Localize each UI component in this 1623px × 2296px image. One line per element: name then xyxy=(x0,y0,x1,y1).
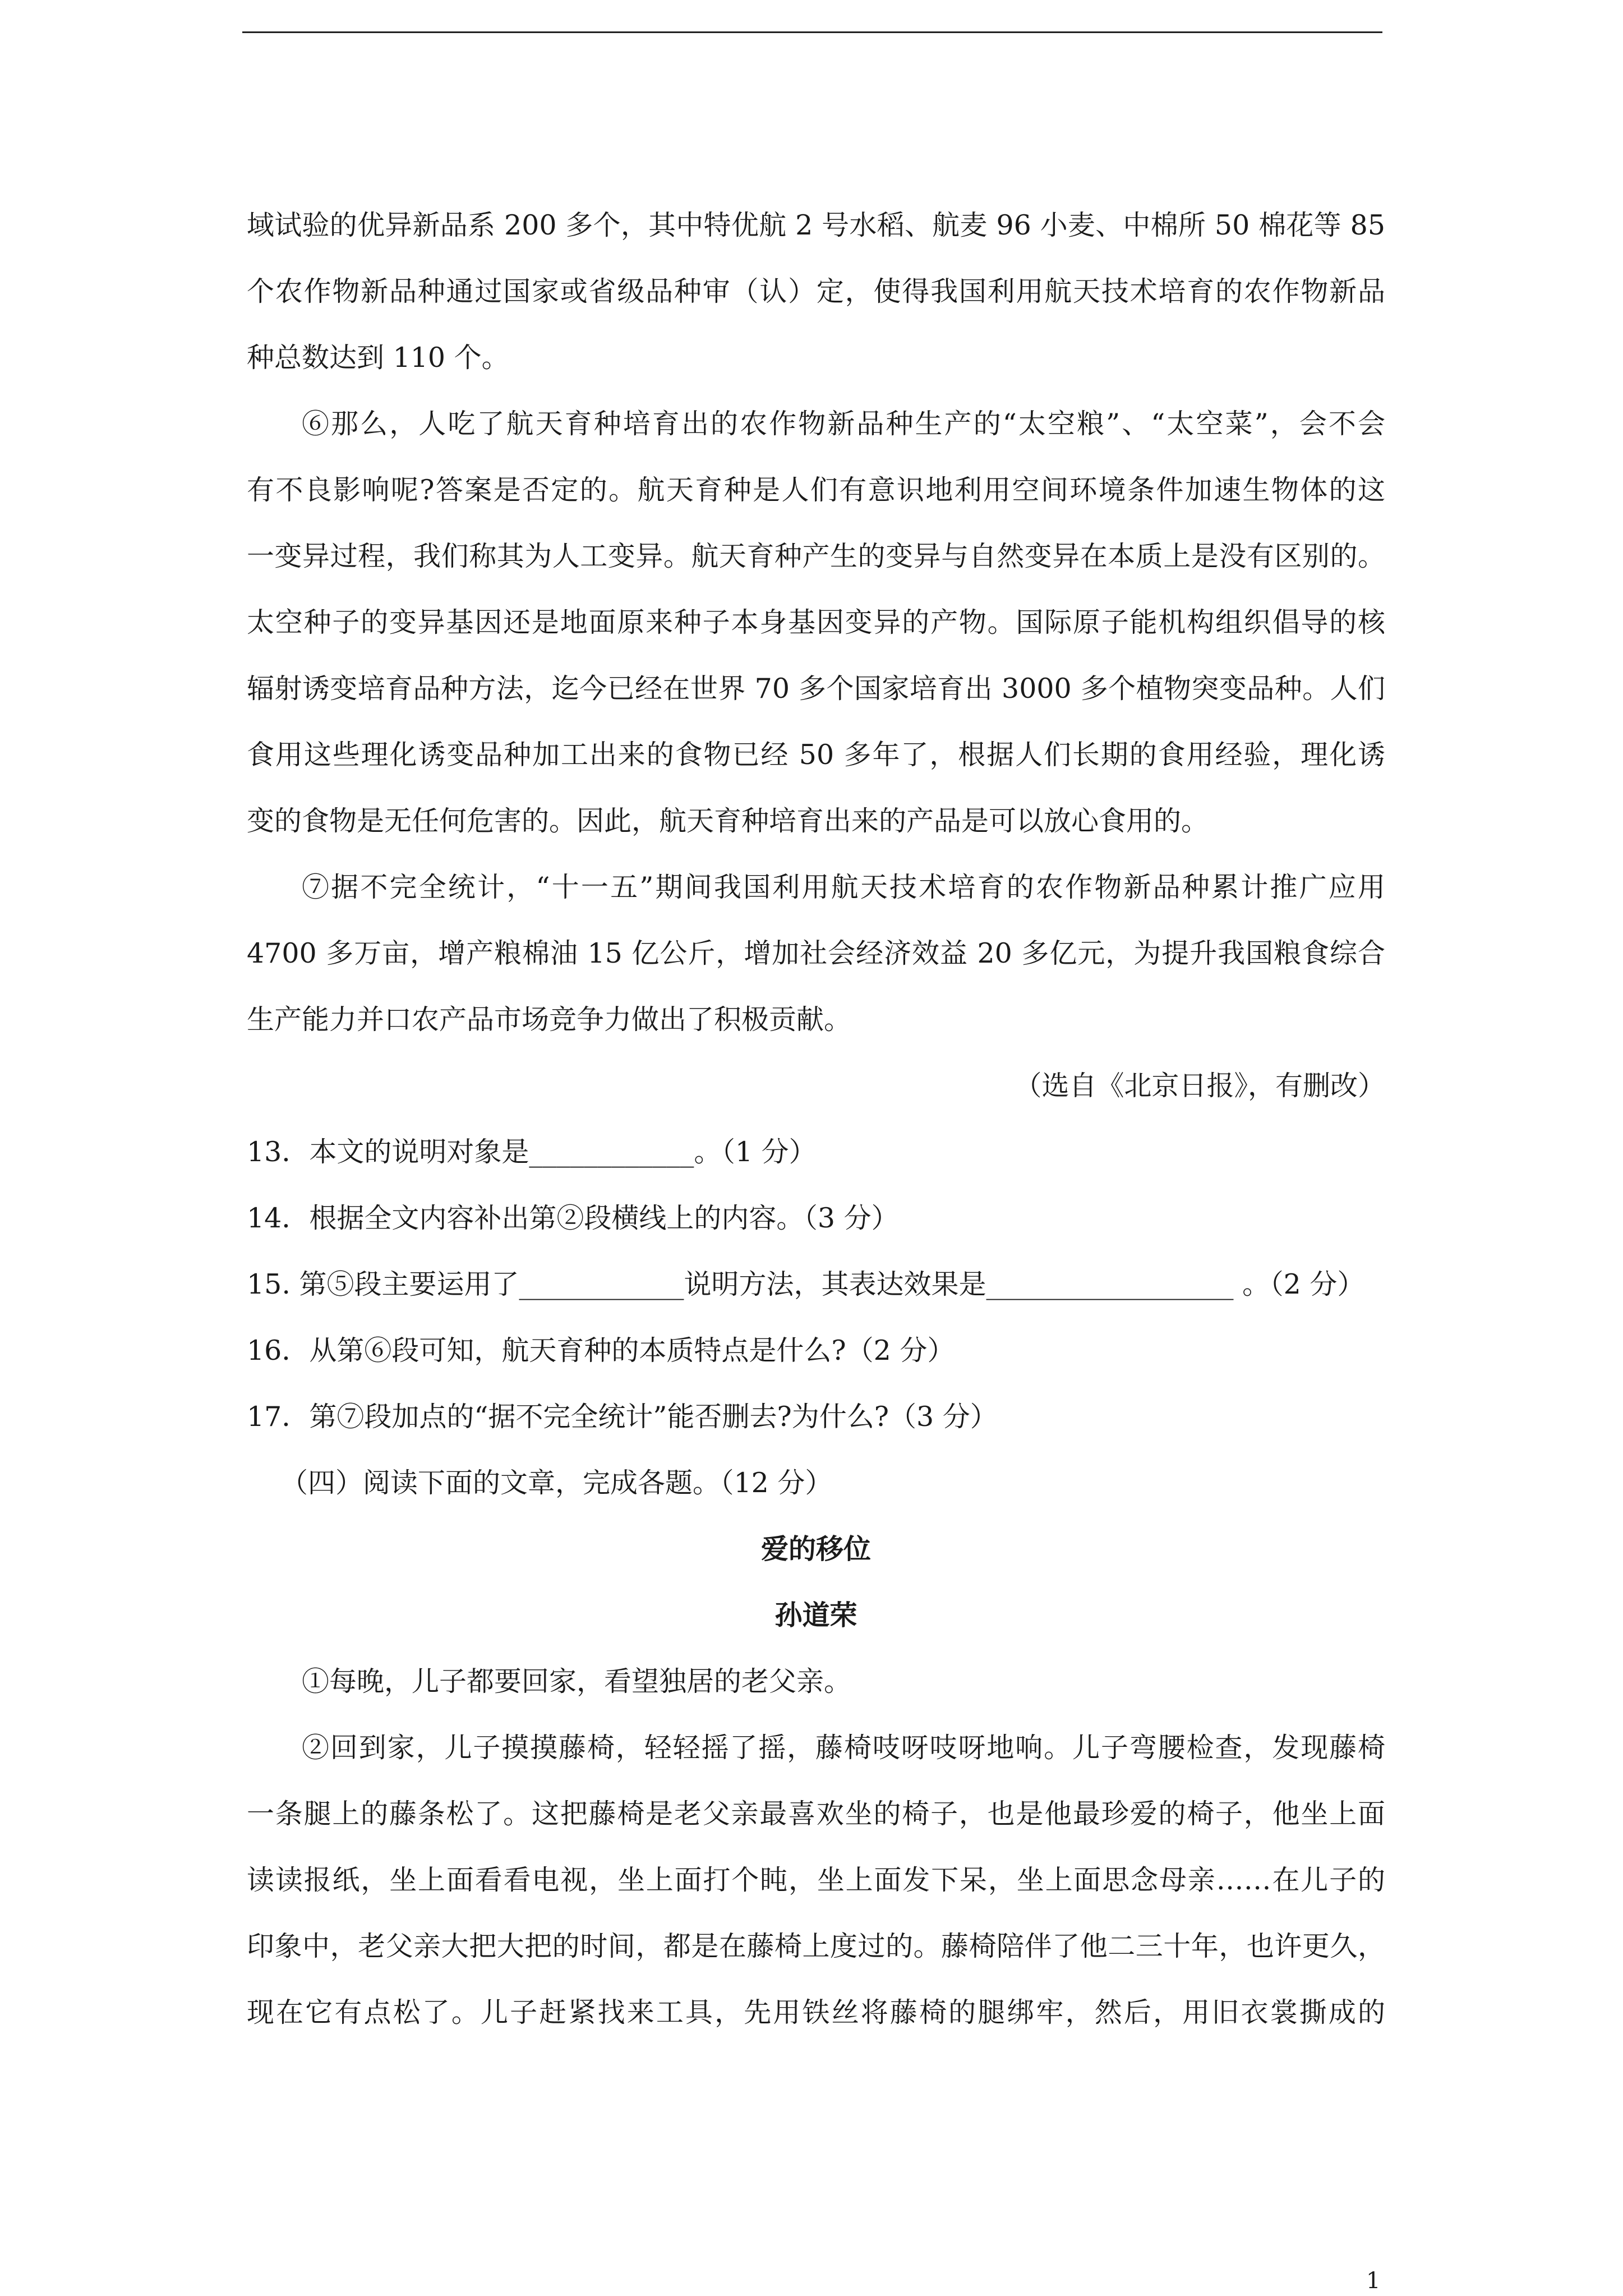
section-heading: （四）阅读下面的文章，完成各题。（12 分） xyxy=(280,1467,833,1499)
paragraph-line: 印象中，老父亲大把大把的时间，都是在藤椅上度过的。藤椅陪伴了他二三十年，也许更久， xyxy=(247,1930,1385,1962)
question-14: 14．根据全文内容补出第②段横线上的内容。（3 分） xyxy=(247,1202,899,1234)
paragraph-line: ②回到家，儿子摸摸藤椅，轻轻摇了摇，藤椅吱呀吱呀地响。儿子弯腰检查，发现藤椅 xyxy=(302,1732,1385,1764)
paragraph-line: 有不良影响呢?答案是否定的。航天育种是人们有意识地利用空间环境条件加速生物体的这 xyxy=(247,474,1385,506)
paragraph-line: ⑥那么，人吃了航天育种培育出的农作物新品种生产的“太空粮”、“太空菜”，会不会 xyxy=(302,408,1385,440)
paragraph-line: 食用这些理化诱变品种加工出来的食物已经 50 多年了，根据人们长期的食用经验，理化诱 xyxy=(247,739,1385,771)
paragraph-line: 变的食物是无任何危害的。因此，航天育种培育出来的产品是可以放心食用的。 xyxy=(247,805,1209,837)
article-title: 爱的移位 xyxy=(760,1533,871,1565)
paragraph-line: 种总数达到 110 个。 xyxy=(247,342,509,374)
paragraph-line: 4700 多万亩，增产粮棉油 15 亿公斤，增加社会经济效益 20 多亿元，为提升我国粮食综合 xyxy=(247,937,1385,969)
paragraph-line: ①每晚，儿子都要回家，看望独居的老父亲。 xyxy=(302,1665,852,1697)
paragraph-line: 读读报纸，坐上面看看电视，坐上面打个盹，坐上面发下呆，坐上面思念母亲……在儿子的 xyxy=(247,1864,1385,1896)
paragraph-line: 域试验的优异新品系 200 多个，其中特优航 2 号水稻、航麦 96 小麦、中棉所 50 棉花等 85 xyxy=(247,209,1385,241)
paragraph-line: 一变异过程，我们称其为人工变异。航天育种产生的变异与自然变异在本质上是没有区别的。 xyxy=(247,540,1385,572)
header-rule xyxy=(242,31,1382,33)
document-body xyxy=(247,209,1385,2062)
paragraph-line: ⑦据不完全统计，“十一五”期间我国利用航天技术培育的农作物新品种累计推广应用 xyxy=(302,871,1385,903)
question-16: 16．从第⑥段可知，航天育种的本质特点是什么?（2 分） xyxy=(247,1335,955,1366)
page-number: 1 xyxy=(1366,2268,1381,2294)
question-15: 15. 第⑤段主要运用了____________说明方法，其表达效果是__________________ 。（2 分） xyxy=(247,1268,1365,1300)
source-citation: （选自《北京日报》，有删改） xyxy=(1014,1070,1385,1102)
paragraph-line: 辐射诱变培育品种方法，迄今已经在世界 70 多个国家培育出 3000 多个植物突变品种。人们 xyxy=(247,673,1385,705)
paragraph-line: 个农作物新品种通过国家或省级品种审（认）定，使得我国利用航天技术培育的农作物新品 xyxy=(247,275,1385,307)
paragraph-line: 生产能力并口农产品市场竞争力做出了积极贡献。 xyxy=(247,1004,852,1036)
paragraph-line: 现在它有点松了。儿子赶紧找来工具，先用铁丝将藤椅的腿绑牢，然后，用旧衣裳撕成的 xyxy=(247,1996,1385,2028)
article-author: 孙道荣 xyxy=(774,1599,857,1631)
paragraph-line: 太空种子的变异基因还是地面原来种子本身基因变异的产物。国际原子能机构组织倡导的核 xyxy=(247,606,1385,638)
question-17: 17．第⑦段加点的“据不完全统计”能否删去?为什么?（3 分） xyxy=(247,1401,998,1433)
question-13: 13．本文的说明对象是____________。（1 分） xyxy=(247,1136,817,1168)
paragraph-line: 一条腿上的藤条松了。这把藤椅是老父亲最喜欢坐的椅子，也是他最珍爱的椅子，他坐上面 xyxy=(247,1798,1385,1830)
